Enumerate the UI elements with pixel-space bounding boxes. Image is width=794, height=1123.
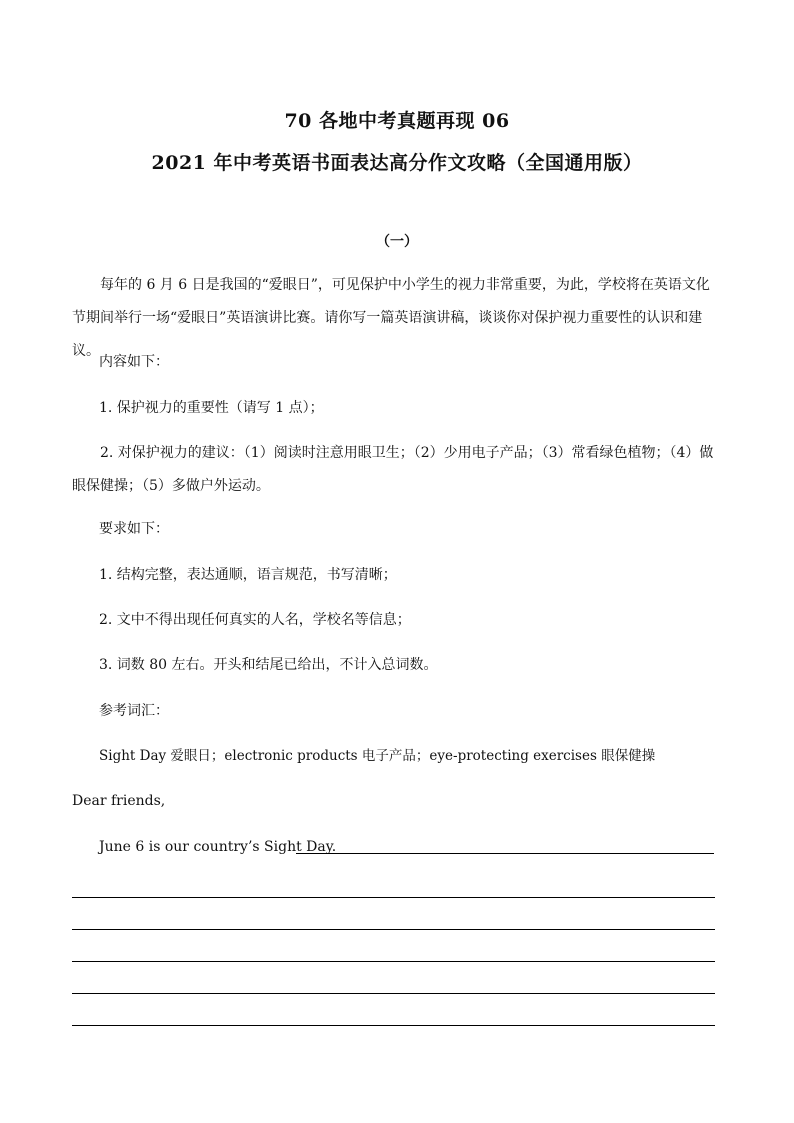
content-heading: 内容如下： (99, 354, 169, 370)
answer-line[interactable] (72, 993, 715, 994)
answer-line[interactable] (72, 929, 715, 930)
section-number: （一） (376, 234, 418, 250)
vocabulary-line: Sight Day 爱眼日；electronic products 电子产品；eye-protecting exercises 眼保健操 (99, 748, 656, 764)
requirements-heading: 要求如下： (99, 521, 169, 537)
answer-line[interactable] (72, 897, 715, 898)
content-item: 2. 对保护视力的建议：（1）阅读时注意用眼卫生；（2）少用电子产品；（3）常看绿色植物；（4）做眼保健操；（5）多做户外运动。 (72, 445, 714, 494)
requirement-item: 2. 文中不得出现任何真实的人名，学校名等信息； (99, 612, 411, 628)
essay-opening: June 6 is our country’s Sight Day. (99, 839, 337, 855)
answer-line[interactable] (72, 1025, 715, 1026)
requirement-item: 3. 词数 80 左右。开头和结尾已给出，不计入总词数。 (99, 657, 438, 673)
document-subtitle: 2021 年中考英语书面表达高分作文攻略（全国通用版） (151, 152, 643, 174)
prompt-intro: 每年的 6 月 6 日是我国的“爱眼日”，可见保护中小学生的视力非常重要，为此，学校将在英语文化节期间举行一场“爱眼日”英语演讲比赛。请你写一篇英语演讲稿，谈谈你对保护视力重要性的认识和建议。 (72, 277, 710, 359)
essay-greeting: Dear friends, (72, 793, 166, 809)
vocabulary-heading: 参考词汇： (99, 703, 169, 719)
document-title: 70 各地中考真题再现 06 (284, 110, 510, 132)
answer-line[interactable] (72, 961, 715, 962)
requirement-item: 1. 结构完整，表达通顺，语言规范，书写清晰； (99, 567, 397, 583)
answer-line[interactable] (296, 853, 714, 854)
content-item: 1. 保护视力的重要性（请写 1 点）； (99, 400, 324, 416)
